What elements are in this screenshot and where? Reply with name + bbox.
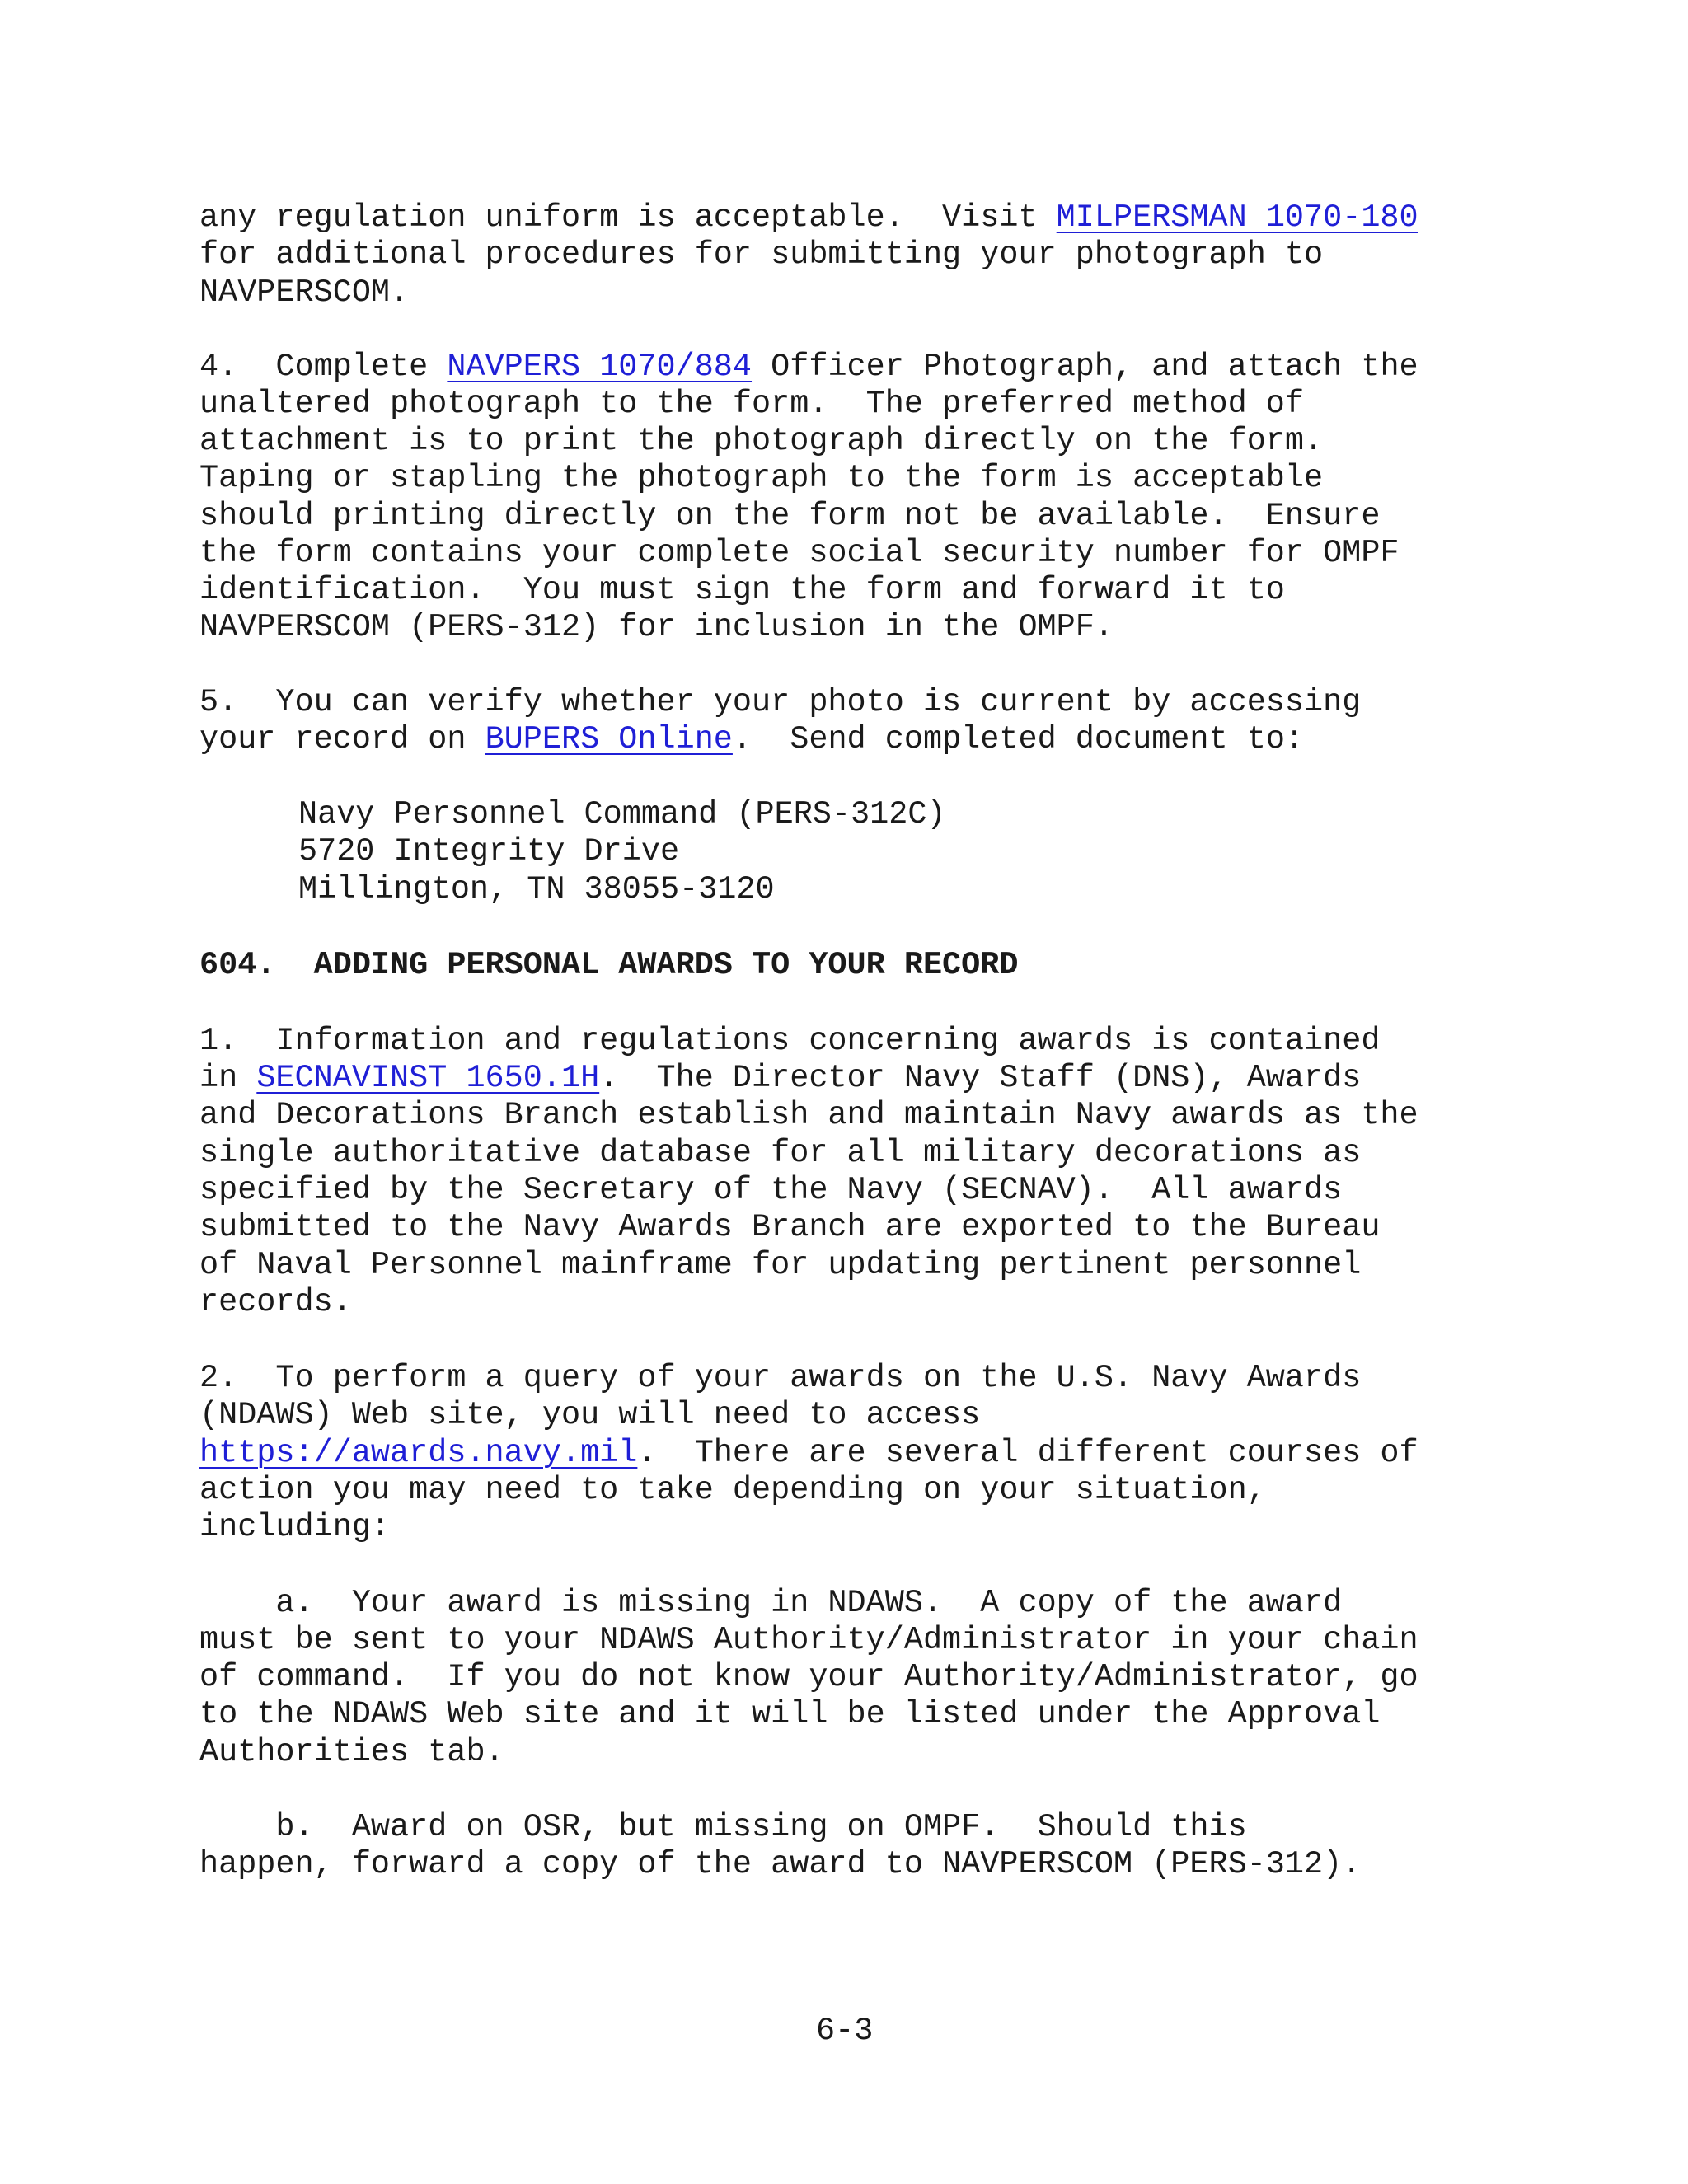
para4-line-1 [199,348,1418,386]
text-run: in [199,1060,257,1096]
sub-b-line-2: happen, forward a copy of the award to NAVPERSCOM (PERS-312). [199,1846,1362,1882]
navpers-form-link[interactable]: NAVPERS 1070/884 [447,349,753,385]
address-line-2: 5720 Integrity Drive [298,833,680,869]
awards1-line-3: and Decorations Branch establish and maintain Navy awards as the [199,1097,1418,1133]
para4-line-3: attachment is to print the photograph directly on the form. [199,423,1324,459]
awards1-line-4: single authoritative database for all military decorations as [199,1135,1362,1171]
address-line-3: Millington, TN 38055-3120 [298,871,775,907]
sub-a-line-2: must be sent to your NDAWS Authority/Administrator in your chain [199,1622,1418,1658]
para4-line-2: unaltered photograph to the form. The preferred method of [199,386,1305,422]
secnavinst-link[interactable]: SECNAVINST 1650.1H [256,1060,600,1096]
photo-para-line-1 [199,199,1418,237]
milpersman-link[interactable]: MILPERSMAN 1070-180 [1056,199,1418,236]
awards1-line-6: submitted to the Navy Awards Branch are exported to the Bureau [199,1209,1381,1245]
address-line-1: Navy Personnel Command (PERS-312C) [298,796,946,832]
para4-line-8: NAVPERSCOM (PERS-312) for inclusion in the OMPF. [199,609,1114,645]
para4-line-4: Taping or stapling the photograph to the form is acceptable [199,460,1324,496]
awards2-line-1: 2. To perform a query of your awards on the U.S. Navy Awards [199,1360,1362,1396]
bupers-online-link[interactable]: BUPERS Online [485,721,733,757]
awards1-line-7: of Naval Personnel mainframe for updating pertinent personnel [199,1247,1362,1283]
awards-navy-mil-link[interactable]: https://awards.navy.mil [199,1435,638,1471]
awards2-line-4: action you may need to take depending on your situation, [199,1472,1266,1508]
sub-a-line-3: of command. If you do not know your Authority/Administrator, go [199,1659,1418,1695]
photo-para-line-2: for additional procedures for submitting your photograph to [199,237,1324,273]
para4-line-7: identification. You must sign the form and forward it to [199,572,1285,608]
text-run: your record on [199,721,485,757]
text-run: . Send completed document to: [732,721,1305,757]
section-heading: 604. ADDING PERSONAL AWARDS TO YOUR RECORD [199,947,1019,983]
awards1-line-1: 1. Information and regulations concerning awards is contained [199,1023,1381,1059]
text-run: any regulation uniform is acceptable. Visit [199,199,1057,236]
text-run: . The Director Navy Staff (DNS), Awards [599,1060,1362,1096]
text-run: Officer Photograph, and attach the [752,349,1418,385]
sub-b-line-1: b. Award on OSR, but missing on OMPF. Should this [199,1809,1247,1845]
text-run: . There are several different courses of [637,1435,1418,1471]
sub-a-line-5: Authorities tab. [199,1734,504,1770]
awards2-line-5: including: [199,1509,391,1545]
para4-line-5: should printing directly on the form not be available. Ensure [199,498,1381,534]
awards1-line-8: records. [199,1284,352,1320]
awards1-line-5: specified by the Secretary of the Navy (SECNAV). All awards [199,1172,1343,1208]
sub-a-line-1: a. Your award is missing in NDAWS. A copy of the award [199,1585,1343,1621]
awards2-line-3 [199,1434,1418,1472]
sub-a-line-4: to the NDAWS Web site and it will be listed under the Approval [199,1696,1381,1732]
awards1-line-2 [199,1059,1361,1097]
photo-para-line-3: NAVPERSCOM. [199,274,410,311]
para5-line-2 [199,720,1304,758]
para5-line-1: 5. You can verify whether your photo is current by accessing [199,684,1362,720]
text-run: 4. Complete [199,349,448,385]
awards2-line-2: (NDAWS) Web site, you will need to access [199,1397,981,1433]
para4-line-6: the form contains your complete social security number for OMPF [199,535,1400,571]
page-number: 6-3 [816,2013,874,2049]
